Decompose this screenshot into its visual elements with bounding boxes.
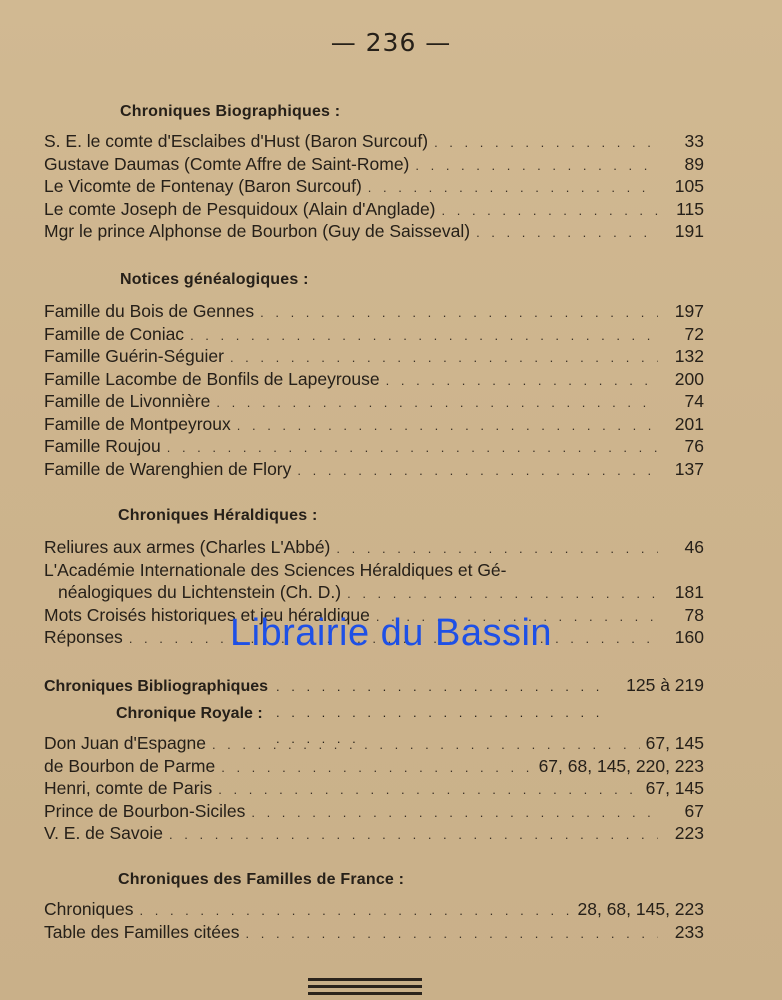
entry-label: Mots Croisés historiques et jeu héraldique [44,604,370,625]
entry-page: 191 [674,221,704,241]
leader-dots [415,155,658,178]
leader-dots [386,370,658,393]
entry-page: 181 [674,582,704,602]
entry-page: 72 [684,323,704,344]
entry-label: S. E. le comte d'Esclaibes d'Hust (Baron Surcouf) [44,131,429,151]
toc-entry [44,175,704,198]
toc-entry [44,755,704,778]
toc-entry [44,368,704,391]
leader-dots [190,325,658,348]
entry-page: 105 [674,176,704,196]
section-biographiques [44,100,704,243]
entry-label: Famille du Bois de Gennes [44,301,255,321]
leader-dots [169,824,658,847]
entry-page: 125 à 219 [626,675,704,695]
entry-label-line: L'Académie Internationale des Sciences Héraldiques et Gé- [44,559,507,580]
leader-dots [347,583,658,606]
entry-label: Gustave Daumas (Comte Affre de Saint-Rome) [44,153,410,174]
leader-dots [246,923,659,946]
entry-label: Reliures aux armes (Charles L'Abbé) [44,537,331,557]
entry-page: 67, 145 [645,733,704,753]
entry-label: Table des Familles citées [44,921,240,942]
entry-label: Le comte Joseph de Pesquidoux (Alain d'Anglade) [44,198,436,219]
entry-page: 223 [674,823,704,843]
leader-dots [221,757,532,780]
entry-label: Famille Lacombe de Bonfils de Lapeyrouse [44,368,380,389]
entry-page: 115 [676,198,704,219]
section-heading: Chroniques Biographiques : [120,103,341,120]
entry-label: Henri, comte de Paris [44,778,213,798]
leader-dots [237,415,658,438]
leader-dots [336,538,658,561]
toc-entry [44,672,704,698]
entry-page: 137 [674,458,704,479]
entry-page: 197 [674,301,704,321]
toc-entry [44,536,704,559]
leader-dots [230,347,658,370]
toc-entry [44,345,704,368]
toc-entry [44,732,704,755]
section-heading: Chroniques Héraldiques : [118,507,318,524]
entry-label: Don Juan d'Espagne [44,733,206,753]
page-number: — 236 — [330,28,452,57]
toc-entry [44,130,704,153]
toc-entry [44,220,704,243]
entry-label: Prince de Bourbon-Siciles [44,800,246,821]
leader-dots [212,734,640,757]
entry-label: Le Vicomte de Fontenay (Baron Surcouf) [44,176,362,196]
entry-page: 67, 68, 145, 220, 223 [538,755,704,776]
leader-dots [251,802,658,825]
toc-entry [44,435,704,458]
rule-line [308,992,422,995]
section-bibliographiques [44,672,704,698]
section-heading: Chroniques Bibliographiques [44,678,269,695]
leader-dots [476,222,658,245]
leader-dots [297,460,658,483]
leader-dots [368,177,658,200]
toc-entry [44,921,704,944]
section-heading: Chronique Royale : [116,705,263,722]
toc-entry [44,300,704,323]
section-royale [44,702,704,845]
toc-entry [44,390,704,413]
entry-label: Famille de Montpeyroux [44,413,231,434]
leader-dots [260,302,658,325]
entry-page: 201 [674,413,704,434]
toc-entry [44,898,704,921]
section-genealogiques [44,268,704,480]
entry-page: 33 [684,131,704,151]
entry-page: 200 [674,368,704,389]
entry-page: 132 [674,346,704,366]
leader-dots [218,779,639,802]
entry-label: néalogiques du Lichtenstein (Ch. D.) [58,582,342,602]
toc-entry [44,822,704,845]
entry-page: 76 [684,436,704,456]
leader-dots [216,392,658,415]
toc-entry [44,800,704,823]
rule-line [308,978,422,981]
entry-label: Famille de Warenghien de Flory [44,458,292,479]
entry-page: 160 [674,627,704,647]
section-heading: Chroniques des Familles de France : [118,871,405,888]
watermark: Librairie du Bassin [229,612,553,654]
entry-label: Famille Guérin-Séguier [44,346,224,366]
entry-label: Mgr le prince Alphonse de Bourbon (Guy de Saisseval) [44,221,471,241]
entry-label: Famille de Coniac [44,323,185,344]
entry-label: Famille Roujou [44,436,161,456]
toc-entry [44,777,704,800]
entry-page: 78 [684,604,704,625]
rule-line [308,985,422,988]
entry-page: 46 [684,537,704,557]
section-heading: Notices généalogiques : [120,271,309,288]
entry-page: 28, 68, 145, 223 [577,899,704,919]
toc-entry [44,581,704,604]
toc-entry [44,153,704,176]
toc-entry [44,198,704,221]
entry-page: 74 [684,391,704,411]
section-familles [44,868,704,943]
entry-label: Réponses [44,627,123,647]
leader-dots [140,900,572,923]
entry-page: 89 [684,153,704,174]
entry-page: 67 [684,800,704,821]
entry-label: Famille de Livonnière [44,391,211,411]
entry-label: de Bourbon de Parme [44,755,216,776]
entry-label: Chroniques [44,899,134,919]
entry-page: 67, 145 [645,778,704,798]
leader-dots [167,437,658,460]
toc-entry [44,323,704,346]
ornamental-rule [308,978,422,999]
entry-label: V. E. de Savoie [44,823,164,843]
toc-entry [44,458,704,481]
leader-dots [434,132,658,155]
toc-entry [44,413,704,436]
entry-page: 233 [674,921,704,942]
leader-dots [442,200,658,223]
